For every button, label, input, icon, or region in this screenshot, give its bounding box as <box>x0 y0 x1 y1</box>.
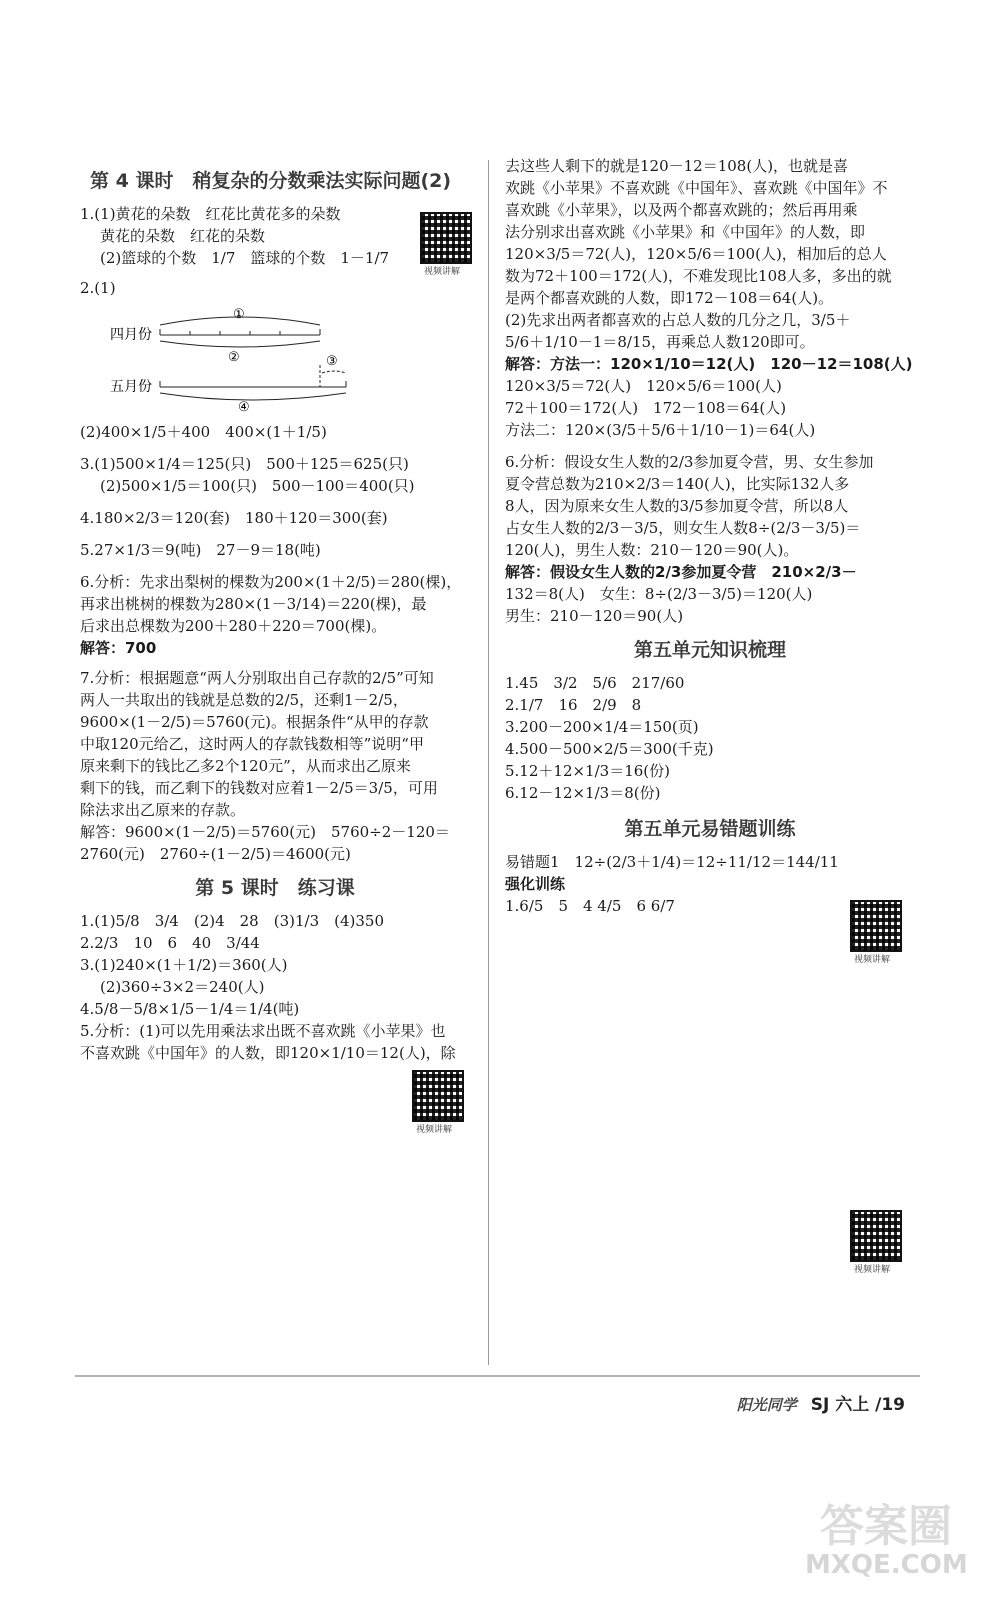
lesson5-title: 第 5 课时 练习课 <box>195 877 355 899</box>
q7-line: 两人一共取出的钱就是总数的2/5，还剩1－2/5， <box>80 691 408 709</box>
q4-line: 4.180×2/3＝120(套) 180＋120＝300(套) <box>80 509 388 527</box>
cont-line: 是两个都喜欢跳的人数，即172－108＝64(人)。 <box>505 289 834 307</box>
mark-2: ② <box>228 350 240 365</box>
q7-answer: 2760(元) 2760÷(1－2/5)＝4600(元) <box>80 845 351 863</box>
unit5-line: 5.12＋12×1/3＝16(份) <box>505 762 670 780</box>
q2-part2: (2)400×1/5＋400 400×(1＋1/5) <box>80 423 327 441</box>
cont-line: 喜欢跳《小苹果》，以及两个都喜欢跳的；然后再用乘 <box>505 201 858 219</box>
lesson4-title: 第 4 课时 稍复杂的分数乘法实际问题(2) <box>90 170 452 192</box>
unit5-line: 6.12－12×1/3＝8(份) <box>505 784 661 802</box>
qr-code-icon[interactable] <box>850 900 902 952</box>
qr-label: 视频讲解 <box>854 1265 891 1275</box>
q5-line: 5.27×1/3＝9(吨) 27－9＝18(吨) <box>80 541 321 559</box>
error-training-title: 第五单元易错题训练 <box>624 818 796 840</box>
q6r-line: 夏令营总数为210×2/3＝140(人)，比实际132人多 <box>505 475 850 493</box>
page-footer <box>737 1390 905 1415</box>
p5-line: 5.分析：(1)可以先用乘法求出既不喜欢跳《小苹果》也 <box>80 1022 446 1040</box>
p5-line: (2)360÷3×2＝240(人) <box>100 978 265 996</box>
cont-answer: 120×3/5＝72(人) 120×5/6＝100(人) <box>505 377 782 395</box>
page-number: SJ 六上 /19 <box>810 1395 905 1415</box>
q1-line: 黄花的朵数 红花的朵数 <box>100 227 266 245</box>
brand-logo: 阳光同学 <box>736 1396 797 1414</box>
qr-label: 视频讲解 <box>416 1125 453 1135</box>
q7-line: 剩下的钱，而乙剩下的钱数对应着1－2/5＝3/5，可用 <box>80 779 438 797</box>
unit5-line: 3.200－200×1/4＝150(页) <box>505 718 699 736</box>
mark-3: ③ <box>326 354 338 369</box>
q7-line: 中取120元给乙，这时两人的存款钱数相等”说明“甲 <box>80 735 424 753</box>
unit5-line: 1.45 3/2 5/6 217/60 <box>505 674 685 692</box>
may-segment <box>160 381 346 387</box>
q7-answer: 解答：9600×(1－2/5)＝5760(元) 5760÷2－120＝ <box>80 823 450 841</box>
q1-line: (2)篮球的个数 1/7 篮球的个数 1－1/7 <box>100 249 390 267</box>
mark-1: ① <box>233 307 245 322</box>
strengthen-line: 1.6/5 5 4 4/5 6 6/7 <box>505 897 675 915</box>
cont-line: (2)先求出两者都喜欢的占总人数的几分之几，3/5＋ <box>505 311 851 329</box>
q6r-line: 8人，因为原来女生人数的3/5参加夏令营，所以8人 <box>505 497 849 515</box>
q7-line: 除法求出乙原来的存款。 <box>80 801 246 819</box>
watermark-logo: 答案圈 <box>820 1501 952 1552</box>
q7-line: 原来剩下的钱比乙多2个120元”，从而求出乙原来 <box>80 757 411 775</box>
cont-line: 欢跳《小苹果》不喜欢跳《中国年》、喜欢跳《中国年》不 <box>505 179 888 197</box>
q1-line: 1.(1)黄花的朵数 红花比黄花多的朵数 <box>80 205 341 223</box>
cont-answer: 解答：方法一：120×1/10＝12(人) 120－12＝108(人) <box>505 355 913 373</box>
strengthen-label: 强化训练 <box>505 875 566 893</box>
qr-code-icon[interactable] <box>412 1070 464 1122</box>
cont-line: 120×3/5＝72(人)，120×5/6＝100(人)，相加后的总人 <box>505 245 887 263</box>
watermark-url: MXQE.COM <box>805 1550 968 1580</box>
may-label: 五月份 <box>110 379 152 395</box>
right-column <box>505 155 915 917</box>
april-segment <box>160 329 320 335</box>
mark-4: ④ <box>238 400 250 413</box>
cont-line: 法分别求出喜欢跳《小苹果》和《中国年》的人数，即 <box>505 223 866 241</box>
left-column <box>80 160 470 1064</box>
cont-answer: 方法二：120×(3/5＋5/6＋1/10－1)＝64(人) <box>505 421 816 439</box>
p5-line: 4.5/8－5/8×1/5－1/4＝1/4(吨) <box>80 1000 300 1018</box>
brace-2 <box>160 341 320 347</box>
q7-line: 7.分析：根据题意“两人分别取出自己存款的2/5”可知 <box>80 669 434 687</box>
q6r-answer: 男生：210－120＝90(人) <box>505 607 684 625</box>
q6-answer: 解答：700 <box>80 639 157 657</box>
p5-line: 2.2/3 10 6 40 3/44 <box>80 934 260 952</box>
error-item-1: 易错题1 12÷(2/3＋1/4)＝12÷11/12＝144/11 <box>505 853 839 871</box>
q2-label: 2.(1) <box>80 279 116 297</box>
line-segment-diagram <box>110 303 350 413</box>
q6r-answer: 解答：假设女生人数的2/3参加夏令营 210×2/3－ <box>505 563 857 581</box>
q6r-line: 占女生人数的2/3－3/5，则女生人数8÷(2/3－3/5)＝ <box>505 519 861 537</box>
q6r-line: 120(人)，男生人数：210－120＝90(人)。 <box>505 541 799 559</box>
qr-label: 视频讲解 <box>854 955 891 965</box>
p5-line: 不喜欢跳《中国年》的人数，即120×1/10＝12(人)，除 <box>80 1044 456 1062</box>
qr-code-icon[interactable] <box>850 1210 902 1262</box>
p5-line: 3.(1)240×(1＋1/2)＝360(人) <box>80 956 288 974</box>
q3-line: 3.(1)500×1/4＝125(只) 500＋125＝625(只) <box>80 455 409 473</box>
unit5-line: 4.500－500×2/5＝300(千克) <box>505 740 714 758</box>
qr-code-icon[interactable] <box>420 212 472 264</box>
qr-label: 视频讲解 <box>424 267 461 277</box>
cont-line: 去这些人剩下的就是120－12＝108(人)，也就是喜 <box>505 157 849 175</box>
p5-line: 1.(1)5/8 3/4 (2)4 28 (3)1/3 (4)350 <box>80 912 384 930</box>
unit5-title: 第五单元知识梳理 <box>633 639 786 661</box>
q7-line: 9600×(1－2/5)＝5760(元)。根据条件“从甲的存款 <box>80 713 429 731</box>
unit5-line: 2.1/7 16 2/9 8 <box>505 696 642 714</box>
q6r-line: 6.分析：假设女生人数的2/3参加夏令营，男、女生参加 <box>505 453 874 471</box>
q6-line: 再求出桃树的棵数为280×(1－3/14)＝220(棵)，最 <box>80 595 427 613</box>
column-divider <box>488 160 489 1365</box>
cont-line: 5/6＋1/10－1＝8/15，再乘总人数120即可。 <box>505 333 815 351</box>
footer-rule <box>75 1375 920 1377</box>
cont-answer: 72＋100＝172(人) 172－108＝64(人) <box>505 399 787 417</box>
brace-4 <box>160 393 346 400</box>
april-label: 四月份 <box>110 327 152 343</box>
q6r-answer: 132＝8(人) 女生：8÷(2/3－3/5)＝120(人) <box>505 585 813 603</box>
q3-line: (2)500×1/5＝100(只) 500－100＝400(只) <box>100 477 415 495</box>
q6-line: 6.分析：先求出梨树的棵数为200×(1＋2/5)＝280(棵)， <box>80 573 462 591</box>
cont-line: 数为72＋100＝172(人)，不难发现比108人多，多出的就 <box>505 267 892 285</box>
q6-line: 后求出总棵数为200＋280＋220＝700(棵)。 <box>80 617 387 635</box>
